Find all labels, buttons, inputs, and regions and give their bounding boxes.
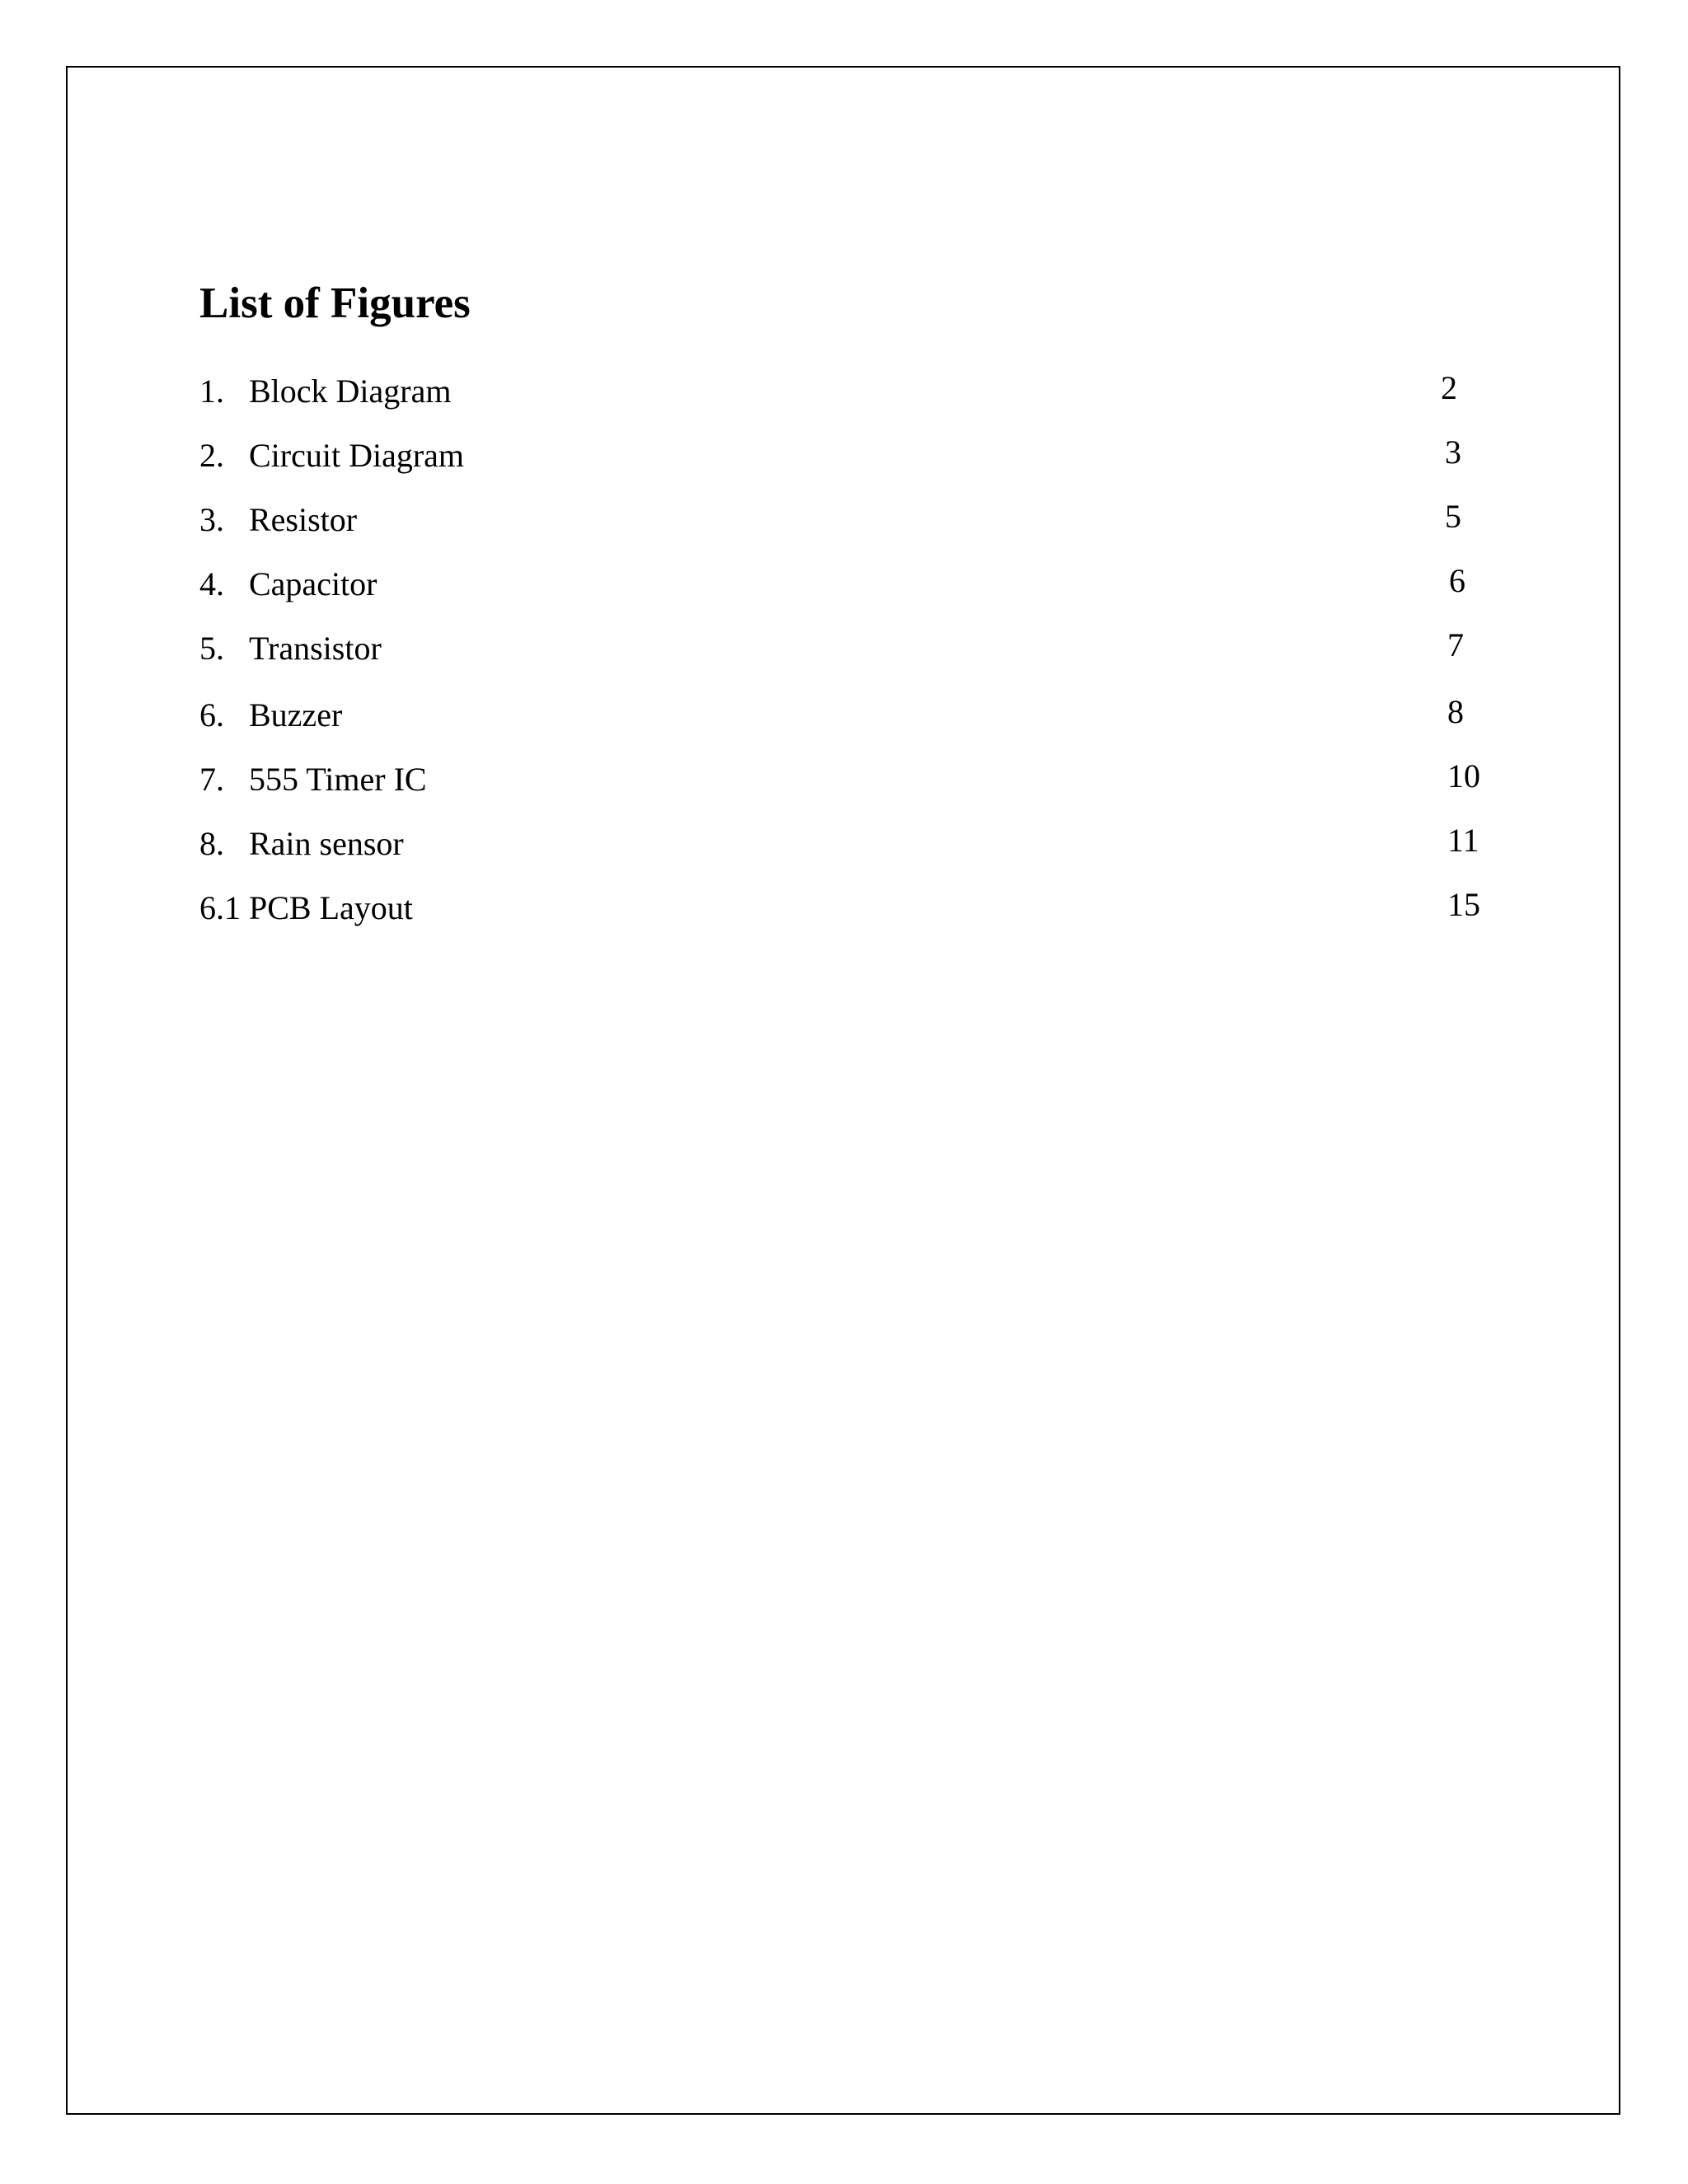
figure-list-item — [199, 562, 1485, 617]
figure-page-number: 2 — [1441, 369, 1457, 406]
figure-number: 6. — [199, 696, 224, 733]
figure-number: 4. — [199, 565, 224, 602]
figure-page-number: 7 — [1447, 626, 1464, 663]
figure-page-number: 3 — [1445, 434, 1461, 471]
figure-list-item — [199, 498, 1485, 553]
figure-number: 1. — [199, 373, 224, 410]
figure-label: 555 Timer IC — [249, 761, 427, 798]
figure-number: 2. — [199, 437, 224, 474]
figure-page-number: 10 — [1447, 757, 1480, 794]
figure-number: 5. — [199, 630, 224, 667]
figure-page-number: 11 — [1447, 822, 1479, 859]
figure-list-item — [199, 434, 1485, 489]
page-title: List of Figures — [199, 279, 471, 327]
figure-number: 7. — [199, 761, 224, 798]
figure-page-number: 8 — [1447, 693, 1464, 730]
figure-page-number: 15 — [1447, 886, 1480, 923]
figure-label: Rain sensor — [249, 825, 404, 862]
figure-list-item — [199, 626, 1485, 682]
figure-page-number: 6 — [1449, 562, 1465, 599]
figure-list-item — [199, 822, 1485, 877]
figure-label: Resistor — [249, 501, 358, 538]
figure-label: Circuit Diagram — [249, 437, 465, 474]
figure-label: Buzzer — [249, 696, 343, 733]
figure-label: 6.1 PCB Layout — [199, 889, 413, 926]
figure-list-item — [199, 757, 1485, 813]
figure-number: 3. — [199, 501, 224, 538]
figure-label: Transistor — [249, 630, 382, 667]
figure-number: 8. — [199, 825, 224, 862]
figure-list-item — [199, 369, 1485, 424]
figure-label: Capacitor — [249, 565, 377, 602]
figure-list-item — [199, 886, 1485, 941]
figure-page-number: 5 — [1445, 498, 1461, 535]
figure-label: Block Diagram — [249, 373, 452, 410]
figure-list-item — [199, 693, 1485, 748]
